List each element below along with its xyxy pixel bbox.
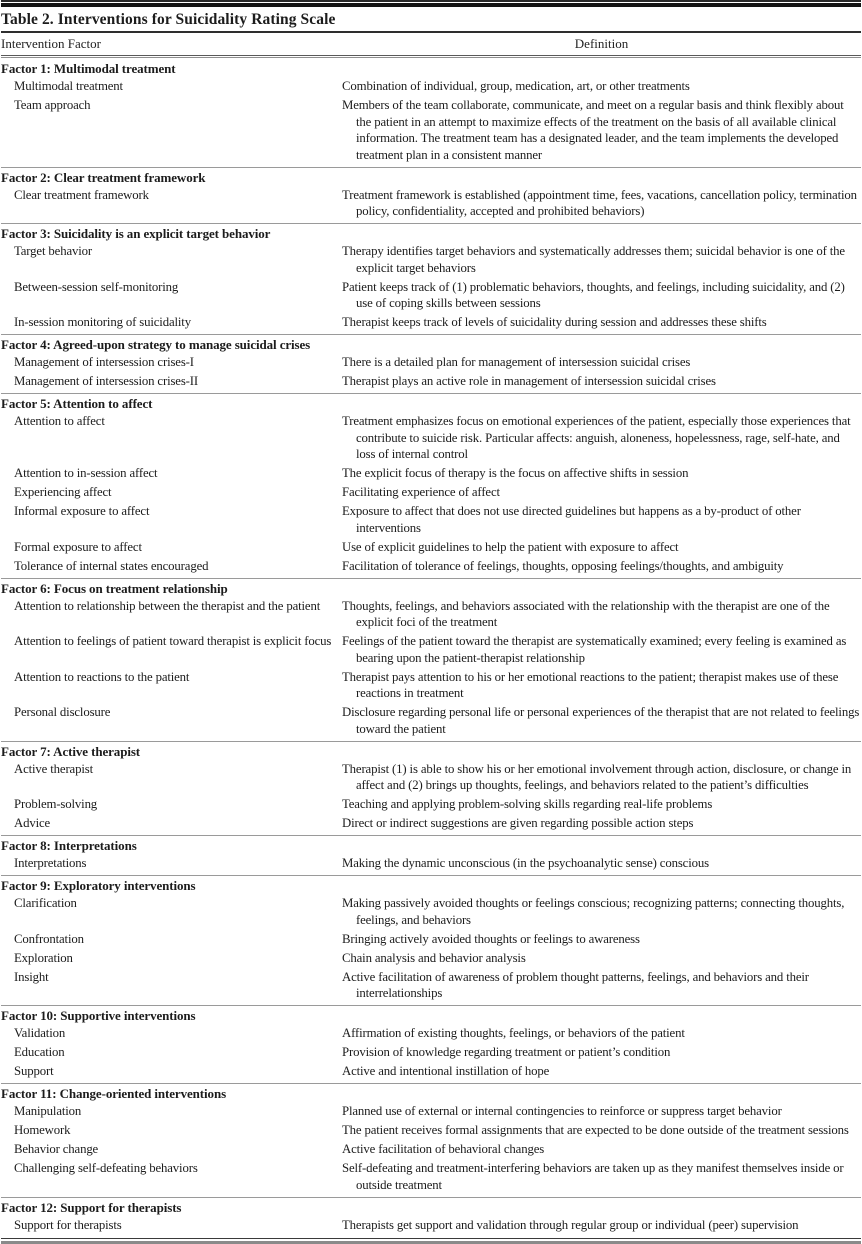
definition-cell: Therapy identifies target behaviors and systematically addresses them; suicidal behavior is one of the explicit target behaviors [342, 244, 845, 275]
table-row [1, 557, 861, 576]
table-row [1, 894, 861, 930]
factor-heading: Factor 1: Multimodal treatment [1, 61, 176, 76]
table-title: Table 2. Interventions for Suicidality Rating Scale [1, 11, 336, 28]
table-row [1, 854, 861, 873]
factor-heading: Factor 6: Focus on treatment relationship [1, 580, 228, 596]
definition-cell: Feelings of the patient toward the therapist are systematically examined; every feeling is examined as bearing upon the patient-therapist relationship [342, 634, 847, 665]
table-row [1, 483, 861, 502]
intervention-factor-cell: Attention to in-session affect [14, 466, 158, 480]
definition-cell: Therapist keeps track of levels of suicidality during session and addresses these shifts [342, 315, 767, 329]
intervention-factor-cell: Team approach [14, 98, 91, 112]
column-header-intervention-factor: Intervention Factor [1, 36, 101, 51]
factor-heading: Factor 3: Suicidality is an explicit target behavior [1, 226, 271, 241]
definition-cell: Active facilitation of awareness of problem thought patterns, feelings, and behaviors and their interrelationships [342, 969, 809, 1000]
factor-section [1, 59, 861, 165]
factor-section [1, 167, 861, 222]
table-row [1, 632, 861, 668]
table-row [1, 96, 861, 165]
intervention-factor-cell: Clarification [14, 896, 77, 910]
definition-cell: Affirmation of existing thoughts, feelings, or behaviors of the patient [342, 1026, 685, 1040]
intervention-factor-cell: Exploration [14, 950, 73, 965]
factor-section [1, 1005, 861, 1081]
intervention-factor-cell: Personal disclosure [14, 705, 111, 719]
definition-cell: Planned use of external or internal contingencies to reinforce or suppress target behavior [342, 1104, 782, 1118]
definition-cell: Provision of knowledge regarding treatment or patient’s condition [342, 1045, 671, 1059]
column-header-definition: Definition [574, 36, 629, 51]
intervention-factor-cell: Management of intersession crises-I [14, 355, 194, 369]
intervention-factor-cell: Education [14, 1045, 65, 1059]
intervention-factor-cell: Advice [14, 816, 51, 830]
intervention-factor-cell: Problem-solving [14, 797, 98, 811]
table-row [1, 760, 861, 796]
intervention-factor-cell: Confrontation [14, 931, 84, 946]
definition-cell: Therapist plays an active role in management of intersession suicidal crises [342, 374, 716, 388]
intervention-factor-cell: Attention to affect [14, 414, 105, 428]
intervention-factor-cell: Target behavior [14, 244, 92, 258]
table-row [1, 703, 861, 739]
table-row [1, 313, 861, 332]
intervention-factor-cell: Active therapist [14, 761, 93, 776]
definition-cell: Disclosure regarding personal life or personal experiences of the therapist that are not related to feelings toward the patient [342, 705, 860, 736]
intervention-factor-cell: Tolerance of internal states encouraged [14, 558, 209, 573]
factor-heading: Factor 4: Agreed-upon strategy to manage suicidal crises [1, 337, 311, 352]
definition-cell: Therapist (1) is able to show his or her emotional involvement through action, disclosure, or change in affect and (2) brings up thoughts, feelings, and behaviors related to the patient’s difficulties [342, 761, 852, 792]
table-row [1, 1216, 861, 1235]
table-row [1, 795, 861, 814]
intervention-factor-cell: Attention to relationship between the therapist and the patient [14, 598, 321, 613]
intervention-factor-cell: Manipulation [14, 1104, 82, 1118]
intervention-factor-cell: Management of intersession crises-II [14, 374, 199, 388]
factor-heading: Factor 8: Interpretations [1, 838, 137, 853]
intervention-factor-cell: Clear treatment framework [14, 187, 149, 202]
definition-cell: Facilitating experience of affect [342, 485, 500, 499]
table-row [1, 1159, 861, 1195]
table-row [1, 77, 861, 96]
factor-heading: Factor 12: Support for therapists [1, 1199, 182, 1215]
definition-cell: Teaching and applying problem-solving skills regarding real-life problems [342, 797, 713, 811]
definition-cell: Members of the team collaborate, communicate, and meet on a regular basis and think flexibly about the patient in an attempt to maximize effects of the treatment on the basis of all available clinical information. The treatment team has a designated leader, and the team implements the developed treatment plan in a consistent manner [342, 98, 844, 162]
intervention-factor-cell: Attention to feelings of patient toward therapist is explicit focus [14, 634, 332, 648]
table-row [1, 949, 861, 968]
table-row [1, 186, 861, 222]
definition-cell: There is a detailed plan for management of intersession suicidal crises [342, 355, 691, 369]
factor-section [1, 875, 861, 1003]
intervention-factor-cell: Multimodal treatment [14, 79, 123, 93]
intervention-factor-cell: Behavior change [14, 1142, 99, 1156]
table-row [1, 1062, 861, 1081]
intervention-factor-cell: In-session monitoring of suicidality [14, 315, 191, 329]
definition-cell: The patient receives formal assignments that are expected to be done outside of the treatment sessions [342, 1123, 849, 1137]
table-row [1, 538, 861, 557]
definition-cell: The explicit focus of therapy is the focus on affective shifts in session [342, 466, 689, 480]
intervention-factor-cell: Informal exposure to affect [14, 504, 150, 518]
definition-cell: Active and intentional instillation of hope [342, 1064, 550, 1078]
table-row [1, 1043, 861, 1062]
factor-section [1, 1083, 861, 1195]
intervention-factor-cell: Between-session self-monitoring [14, 279, 179, 294]
intervention-factor-cell: Interpretations [14, 856, 87, 870]
intervention-factor-cell: Support [14, 1064, 54, 1078]
definition-cell: Therapist pays attention to his or her emotional reactions to the patient; therapist makes use of these reactions in treatment [342, 669, 839, 700]
definition-cell: Facilitation of tolerance of feelings, thoughts, opposing feelings/thoughts, and ambiguity [342, 558, 784, 573]
definition-cell: Chain analysis and behavior analysis [342, 950, 526, 965]
definition-cell: Treatment framework is established (appointment time, fees, vacations, cancellation policy, termination policy, confidentiality, accepted and prohibited behaviors) [342, 187, 857, 218]
table-row [1, 814, 861, 833]
table-row [1, 1140, 861, 1159]
intervention-factor-cell: Support for therapists [14, 1217, 122, 1232]
intervention-factor-cell: Formal exposure to affect [14, 539, 142, 554]
definition-cell: Treatment emphasizes focus on emotional experiences of the patient, especially those experiences that contribute to suicide risk. Particular affects: anguish, aloneness, hopelessness, rage, self-hate, and loss of internal control [342, 414, 851, 461]
definition-cell: Exposure to affect that does not use directed guidelines but happens as a by-product of other interventions [342, 504, 801, 535]
table-row [1, 1121, 861, 1140]
table-row [1, 1024, 861, 1043]
factor-heading: Factor 11: Change-oriented interventions [1, 1086, 227, 1101]
table-row [1, 372, 861, 391]
factor-heading: Factor 10: Supportive interventions [1, 1008, 196, 1023]
table-row [1, 968, 861, 1004]
intervention-factor-cell: Homework [14, 1123, 71, 1137]
factor-section [1, 393, 861, 576]
intervention-factor-cell: Validation [14, 1026, 66, 1040]
table-body [1, 59, 861, 1235]
table-bottom-rule [1, 1238, 861, 1244]
factor-heading: Factor 9: Exploratory interventions [1, 878, 196, 893]
factor-section [1, 578, 861, 739]
table-row [1, 502, 861, 538]
intervention-factor-cell: Attention to reactions to the patient [14, 669, 190, 684]
definition-cell: Use of explicit guidelines to help the patient with exposure to affect [342, 539, 679, 554]
header-rule [1, 55, 861, 58]
factor-section [1, 1197, 861, 1235]
factor-heading: Factor 7: Active therapist [1, 743, 141, 759]
definition-cell: Self-defeating and treatment-interfering behaviors are taken up as they manifest themselves inside or outside treatment [342, 1161, 844, 1192]
table-row [1, 464, 861, 483]
factor-section [1, 223, 861, 332]
definition-cell: Bringing actively avoided thoughts or feelings to awareness [342, 931, 640, 946]
table-row [1, 668, 861, 704]
definition-cell: Making the dynamic unconscious (in the psychoanalytic sense) conscious [342, 856, 709, 870]
table-row [1, 412, 861, 464]
factor-section [1, 835, 861, 873]
table-row [1, 1102, 861, 1121]
table-row [1, 353, 861, 372]
definition-cell: Combination of individual, group, medication, art, or other treatments [342, 79, 690, 93]
definition-cell: Making passively avoided thoughts or feelings conscious; recognizing patterns; connecting thoughts, feelings, and behaviors [342, 896, 845, 927]
intervention-factor-cell: Experiencing affect [14, 485, 112, 499]
table-row [1, 242, 861, 278]
table-top-thin-rule [1, 0, 861, 2]
factor-heading: Factor 5: Attention to affect [1, 396, 153, 411]
intervention-factor-cell: Challenging self-defeating behaviors [14, 1161, 198, 1175]
definition-cell: Patient keeps track of (1) problematic behaviors, thoughts, and feelings, including suicidality, and (2) use of coping skills between sessions [342, 279, 845, 310]
definition-cell: Thoughts, feelings, and behaviors associated with the relationship with the therapist are one of the explicit foci of the treatment [342, 598, 830, 629]
table-row [1, 930, 861, 949]
intervention-factor-cell: Insight [14, 969, 49, 984]
definition-cell: Therapists get support and validation through regular group or individual (peer) supervision [342, 1217, 799, 1232]
table-row [1, 597, 861, 633]
column-header-row [1, 33, 861, 55]
factor-section [1, 741, 861, 834]
table-row [1, 278, 861, 314]
definition-cell: Active facilitation of behavioral changes [342, 1142, 545, 1156]
factor-section [1, 334, 861, 391]
factor-heading: Factor 2: Clear treatment framework [1, 169, 206, 185]
definition-cell: Direct or indirect suggestions are given regarding possible action steps [342, 816, 694, 830]
